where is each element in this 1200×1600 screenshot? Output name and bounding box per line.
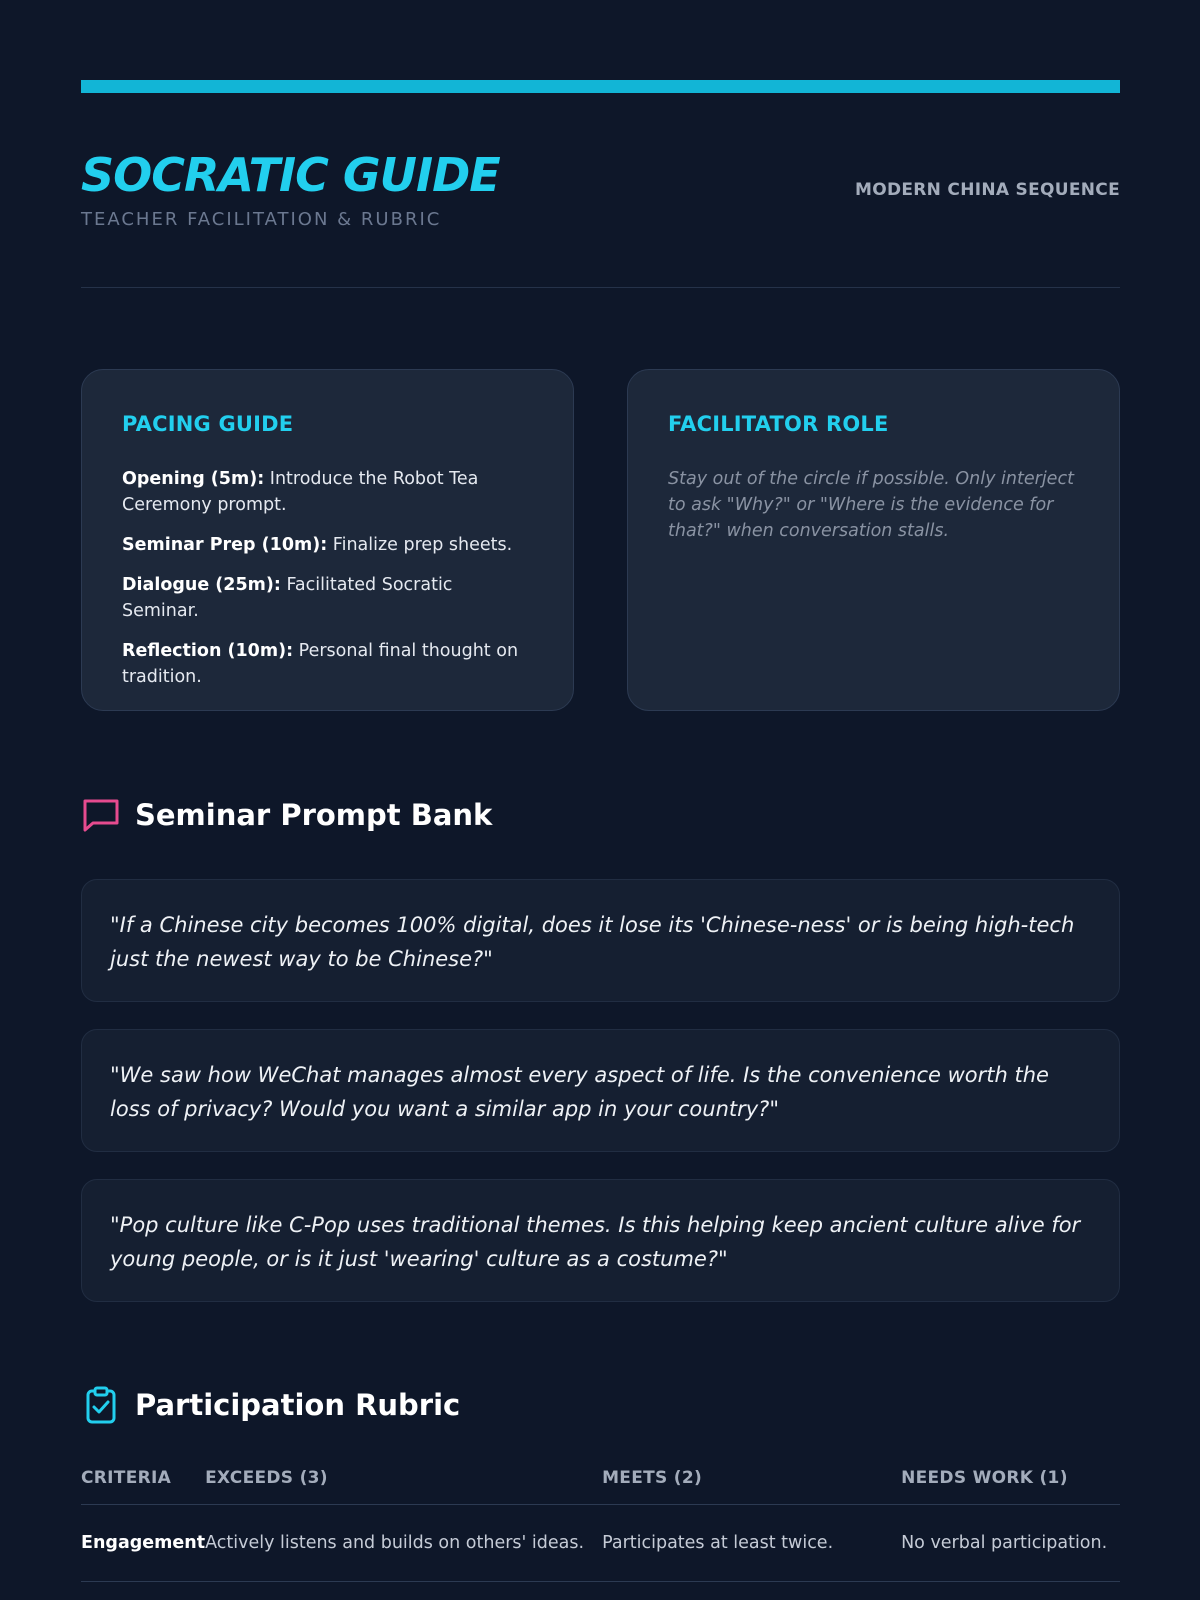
- participation-rubric-table: [81, 1460, 1120, 1582]
- page-subtitle: TEACHER FACILITATION & RUBRIC: [81, 209, 442, 230]
- rubric-cell-exceeds: Actively listens and builds on others' ideas.: [205, 1505, 602, 1582]
- facilitator-role-text: Stay out of the circle if possible. Only interject to ask "Why?" or "Where is the evidence for that?" when conversation stalls.: [668, 469, 1074, 541]
- header-divider: [81, 287, 1120, 288]
- seminar-prompt: "Pop culture like C-Pop uses traditional themes. Is this helping keep ancient culture alive for young people, or is it just 'wearing' culture as a costume?": [81, 1179, 1120, 1302]
- pacing-item-label: Opening (5m):: [122, 469, 265, 489]
- rubric-heading: Participation Rubric: [135, 1388, 461, 1422]
- table-header-row: [81, 1460, 1120, 1505]
- pacing-item: [122, 532, 533, 558]
- prompt-bank-header: [81, 795, 492, 835]
- rubric-cell-criteria: Engagement: [81, 1505, 205, 1582]
- page-title: SOCRATIC GUIDE: [81, 148, 500, 202]
- column-header-meets: MEETS (2): [602, 1460, 901, 1505]
- pacing-item-text: Personal final thought on tradition.: [122, 641, 519, 687]
- prompt-bank-heading: Seminar Prompt Bank: [135, 798, 493, 832]
- pacing-guide-heading: PACING GUIDE: [122, 412, 294, 436]
- pacing-item: [122, 638, 533, 690]
- pacing-item: [122, 572, 533, 624]
- table-row: [81, 1505, 1120, 1582]
- pacing-item-label: Dialogue (25m):: [122, 575, 281, 595]
- accent-bar: [81, 80, 1120, 93]
- seminar-prompt: "If a Chinese city becomes 100% digital, does it lose its 'Chinese-ness' or is being high-tech just the newest way to be Chinese?": [81, 879, 1120, 1002]
- pacing-item-text: Finalize prep sheets.: [327, 535, 513, 555]
- facilitator-role-card: [627, 369, 1120, 711]
- pacing-item: [122, 466, 533, 518]
- clipboard-check-icon: [81, 1385, 121, 1425]
- pacing-item-label: Reflection (10m):: [122, 641, 294, 661]
- facilitator-role-heading: FACILITATOR ROLE: [668, 412, 889, 436]
- pacing-item-text: Introduce the Robot Tea Ceremony prompt.: [122, 469, 479, 515]
- chat-bubble-icon: [81, 795, 121, 835]
- pacing-guide-card: [81, 369, 574, 711]
- pacing-item-text: Facilitated Socratic Seminar.: [122, 575, 453, 621]
- rubric-header: [81, 1385, 460, 1425]
- column-header-criteria: CRITERIA: [81, 1460, 205, 1505]
- seminar-prompt: "We saw how WeChat manages almost every aspect of life. Is the convenience worth the loss of privacy? Would you want a similar app in your country?": [81, 1029, 1120, 1152]
- pacing-item-label: Seminar Prep (10m):: [122, 535, 328, 555]
- sequence-label: MODERN CHINA SEQUENCE: [854, 180, 1120, 200]
- column-header-exceeds: EXCEEDS (3): [205, 1460, 602, 1505]
- rubric-cell-needs-work: No verbal participation.: [901, 1505, 1120, 1582]
- rubric-cell-meets: Participates at least twice.: [602, 1505, 901, 1582]
- column-header-needs-work: NEEDS WORK (1): [901, 1460, 1120, 1505]
